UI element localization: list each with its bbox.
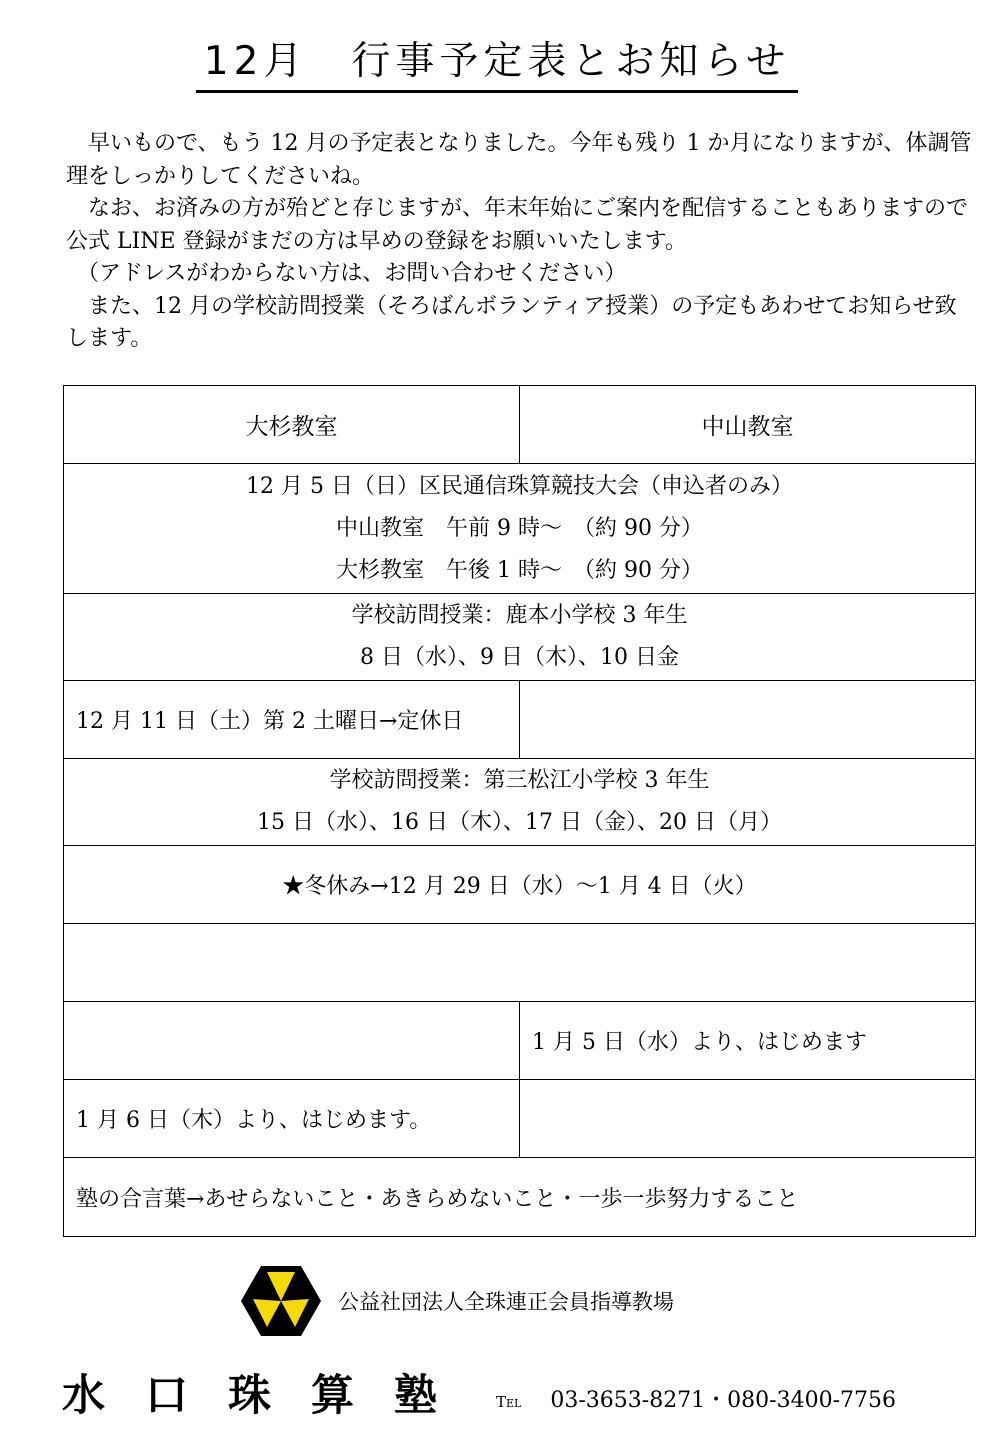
org-name: 公益社団法人全珠連正会員指導教場 (338, 1290, 674, 1314)
tel-label: Tel (496, 1393, 522, 1411)
visit1-line: 学校訪問授業：鹿本小学校 3 年生 (351, 603, 688, 628)
competition-cell (64, 464, 976, 594)
empty-cell (64, 924, 976, 1002)
table-row (64, 759, 976, 846)
competition-line: 大杉教室 午後 1 時～ （約 90 分） (336, 557, 703, 583)
empty-cell (64, 1002, 520, 1080)
page-title: 12月 行事予定表とお知らせ (196, 30, 798, 93)
empty-cell (520, 681, 976, 759)
abacus-federation-logo-icon (240, 1265, 322, 1337)
intro-paragraph: 早いもので、もう 12 月の予定表となりました。今年も残り 1 か月になりますが、体調管理をしっかりしてくださいね。 (66, 131, 972, 189)
tel-number: 03-3653-8271・080-3400-7756 (550, 1388, 897, 1413)
table-row (64, 846, 976, 924)
visit1-cell (64, 594, 976, 681)
oosugi-holiday-cell: 12 月 11 日（土）第 2 土曜日→定休日 (64, 681, 520, 759)
table-row (64, 924, 976, 1002)
table-row (64, 386, 976, 464)
table-row (64, 681, 976, 759)
schedule-table (63, 385, 976, 1237)
visit2-cell (64, 759, 976, 846)
intro-paragraph: （アドレスがわからない方は、お問い合わせください） (66, 261, 627, 286)
competition-line: 12 月 5 日（日）区民通信珠算競技大会（申込者のみ） (246, 473, 793, 499)
intro-paragraph: なお、お済みの方が殆どと存じますが、年末年始にご案内を配信することもありますので公式 LINE 登録がまだの方は早めの登録をお願いいたします。 (66, 196, 969, 254)
competition-line: 中山教室 午前 9 時～ （約 90 分） (336, 515, 703, 541)
table-row (64, 1002, 976, 1080)
table-row (64, 594, 976, 681)
winter-break-cell: ★冬休み→12 月 29 日（水）～1 月 4 日（火） (64, 846, 976, 924)
table-row (64, 464, 976, 594)
intro-paragraph: また、12 月の学校訪問授業（そろばんボランティア授業）の予定もあわせてお知らせ致します。 (66, 293, 957, 351)
motto-cell: 塾の合言葉→あせらないこと・あきらめないこと・一歩一歩努力すること (64, 1158, 976, 1237)
table-row (64, 1158, 976, 1237)
nakayama-restart-cell: 1 月 5 日（水）より、はじめます (520, 1002, 976, 1080)
visit2-line: 学校訪問授業：第三松江小学校 3 年生 (329, 768, 710, 793)
header-oosugi: 大杉教室 (64, 386, 520, 464)
school-name: 水口珠算塾 (62, 1371, 477, 1421)
empty-cell (520, 1080, 976, 1158)
header-nakayama: 中山教室 (520, 386, 976, 464)
intro-text (66, 128, 976, 356)
footer-org (240, 1265, 674, 1337)
table-row (64, 1080, 976, 1158)
visit2-line: 15 日（水）、16 日（木）、17 日（金）、20 日（月） (257, 810, 782, 835)
visit1-line: 8 日（水）、9 日（木）、10 日金 (360, 645, 679, 670)
telephone (496, 1383, 896, 1414)
oosugi-restart-cell: 1 月 6 日（木）より、はじめます。 (64, 1080, 520, 1158)
